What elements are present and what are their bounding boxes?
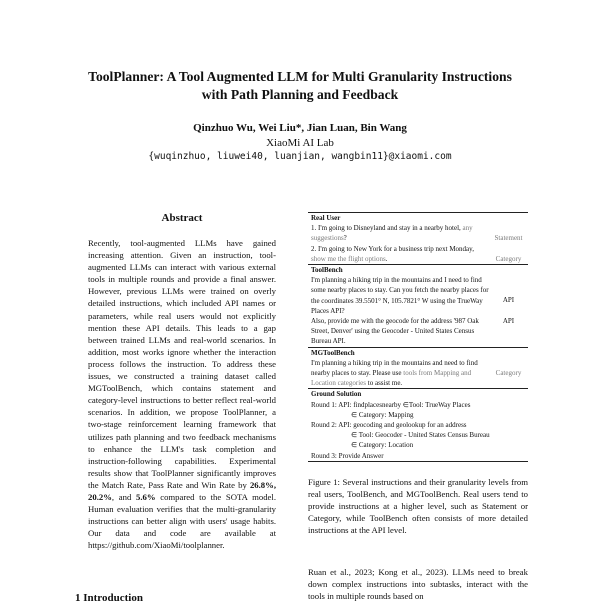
figure-caption: Figure 1: Several instructions and their granularity levels from real users, ToolBench, and MGToolBench. Real users tend to provide instructions at a higher level, such as Statement or Category, while ToolBench often consists of more detailed instructions at the API level. (308, 477, 528, 536)
toolbench-heading: ToolBench (311, 266, 343, 275)
abstract-bold-1: 26.8%, 20.2% (88, 479, 276, 502)
abstract-text-3: compared to the SOTA model. Human evaluation verifies that the multi-granularity instructions can better align with users' usage habits. Our data and code are available at https://github.com/XiaoMi/toolplanner. (88, 491, 276, 551)
title-line-2: with Path Planning and Feedback (201, 87, 399, 102)
real-user-line2-gray: show me the flight options (311, 254, 386, 263)
paper-title (40, 68, 560, 104)
category-label-2: Category (495, 368, 522, 377)
mgtoolbench-row (308, 358, 528, 389)
api-label-2: API (502, 317, 515, 326)
round-2-category: ∈ Category: Location (351, 441, 414, 450)
real-user-line-1 (308, 223, 528, 243)
toolbench-text-a: I'm planning a hiking trip in the mountains and I need to find some nearby places to stay. Can you fetch the nearby places for the coordinates 39.5501° N, 105.7821° W using the TrueWay Places API? (311, 276, 489, 315)
api-label-1: API (502, 296, 515, 305)
section-heading: 1 Introduction (75, 592, 143, 604)
mgtoolbench-gray: tools from Mapping and Location categories (311, 369, 472, 388)
authors: Qinzhuo Wu, Wei Liu*, Jian Luan, Bin Wang (193, 122, 407, 134)
real-user-line2-end: . (385, 254, 388, 263)
real-user-line1-gray: any suggestions (311, 224, 473, 243)
real-user-heading: Real User (311, 214, 341, 222)
round-2-api: Round 2: API: geocoding and geolookup for an address (311, 421, 467, 430)
title-line-1: ToolPlanner: A Tool Augmented LLM for Multi Granularity Instructions (88, 69, 512, 84)
category-label-1: Category (495, 254, 522, 263)
ground-solution-heading: Ground Solution (311, 390, 362, 399)
round-2-tool: ∈ Tool: Geocoder - United States Census Bureau (351, 431, 490, 440)
abstract-text-1: Recently, tool-augmented LLMs have gained increasing attention. Given an instruction, tool-augmented LLMs can interact with various external tools in multiple rounds and provide a final answer. However, previous LLMs were trained on overly detailed instructions, which included API names or parameters, while real users would not explicitly mention these API details. This leads to a gap between trained LLMs and real-world scenarios. In addition, most works ignore whether the interaction process follows the instruction. To address these issues, we constructed a training dataset called MGToolBench, which contains statement and category-level instructions to better reflect real-world scenarios. In addition, we propose ToolPlanner, a two-stage reinforcement learning framework that utilizes path planning and two feedback mechanisms to enhance the LLM's task completion and instruction-following capabilities. Experimental results show that ToolPlanner significantly improves the Match Rate, Pass Rate and Win Rate by (88, 238, 276, 490)
affiliation: XiaoMi AI Lab (266, 137, 334, 149)
abstract-body (88, 237, 276, 551)
mgtoolbench-heading: MGToolBench (311, 348, 355, 357)
round-3: Round 3: Provide Answer (311, 451, 384, 460)
real-user-line1-text: 1. I'm going to Disneyland and stay in a nearby hotel, (311, 224, 463, 233)
statement-label: Statement (494, 234, 523, 243)
figure-1 (308, 212, 528, 462)
real-user-line-2 (308, 244, 528, 264)
mgtoolbench-text-end: to assist me. (366, 379, 403, 388)
body-text: Ruan et al., 2023; Kong et al., 2023). LLMs need to break down complex instructions into subtasks, interact with the tools in multiple rounds based on (308, 567, 528, 602)
ground-solution (308, 400, 528, 461)
mgtoolbench-text: I'm planning a hiking trip in the mountains and need to find nearby places to stay. Please use (311, 358, 478, 378)
real-user-line2-text: 2. I'm going to New York for a business trip next Monday, (311, 244, 474, 253)
round-1-api: Round 1: API: findplacesnearby ∈Tool: TrueWay Places (311, 400, 471, 409)
toolbench-text-b: Also, provide me with the geocode for the address '987 Oak Street, Denver' using the Geocoder - United States Census Bureau API. (311, 317, 479, 346)
abstract-heading: Abstract (161, 212, 203, 224)
round-1-category: ∈ Category: Mapping (351, 410, 414, 419)
emails: {wuqinzhuo, liuwei40, luanjian, wangbin11}@xiaomi.com (148, 151, 452, 162)
toolbench-text-b-row (308, 316, 528, 347)
abstract-bold-2: 5.6% (135, 491, 156, 502)
toolbench-text-a-row (308, 275, 528, 316)
abstract-text-2: , and (111, 491, 136, 502)
real-user-line1-end: ? (343, 234, 347, 243)
